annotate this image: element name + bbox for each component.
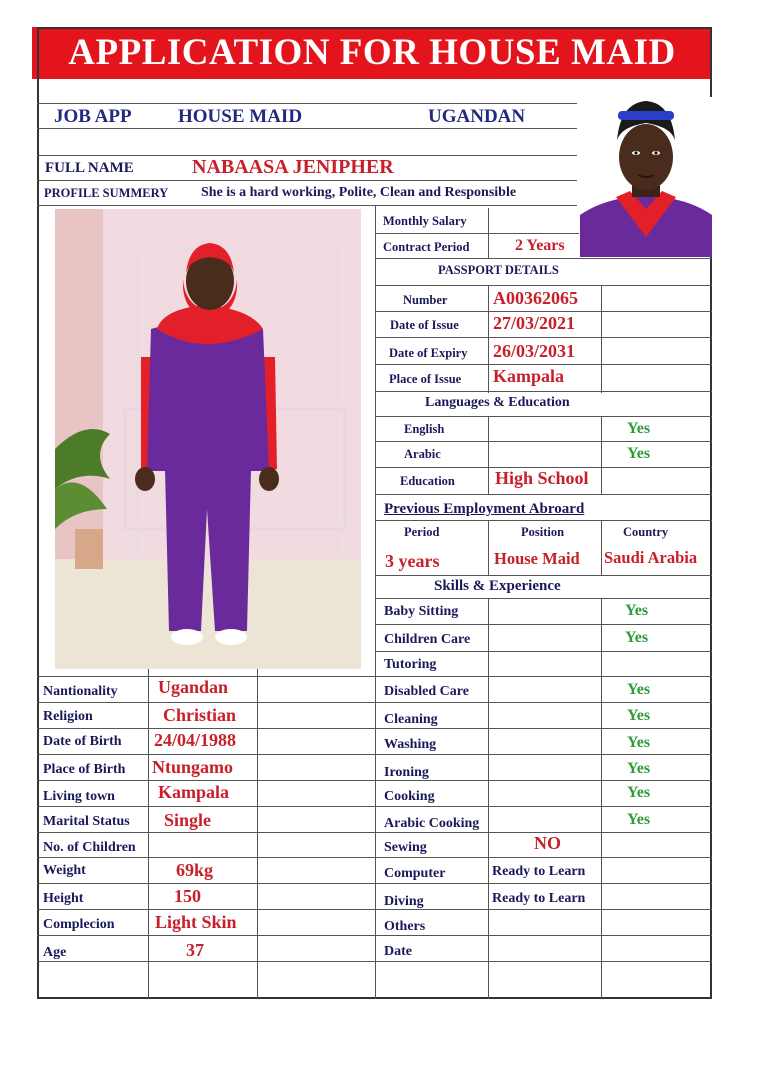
passport-photo: [580, 97, 712, 257]
date-of-expiry-label: Date of Expiry: [389, 346, 468, 360]
divider: [375, 754, 712, 755]
divider: [375, 651, 712, 652]
divider: [375, 961, 712, 962]
divider: [375, 391, 712, 392]
employment-position: House Maid: [494, 549, 580, 568]
skill-label: Baby Sitting: [384, 604, 459, 619]
divider: [37, 961, 375, 962]
divider: [375, 364, 712, 365]
divider: [37, 909, 375, 910]
skill-label: Ironing: [384, 765, 429, 780]
arabic-label: Arabic: [404, 447, 441, 461]
job-position: HOUSE MAID: [178, 106, 303, 127]
divider: [375, 233, 579, 234]
divider: [375, 520, 712, 521]
skill-label: Diving: [384, 894, 424, 909]
divider: [601, 598, 602, 999]
divider: [375, 857, 712, 858]
skill-label: Date: [384, 944, 412, 959]
page-title: APPLICATION FOR HOUSE MAID: [68, 32, 676, 73]
divider: [375, 311, 712, 312]
skill-label: Tutoring: [384, 657, 437, 672]
full-name-value: NABAASA JENIPHER: [192, 156, 394, 178]
divider: [375, 575, 712, 576]
english-label: English: [404, 422, 445, 436]
skill-label: Cooking: [384, 789, 435, 804]
divider: [375, 728, 712, 729]
divider: [375, 494, 712, 495]
divider: [488, 285, 489, 393]
skill-label: Computer: [384, 866, 446, 881]
arabic-value: Yes: [627, 445, 651, 462]
job-nationality: UGANDAN: [428, 106, 526, 127]
divider: [488, 520, 489, 575]
full-body-photo: [55, 209, 361, 669]
personal-value: 24/04/1988: [154, 730, 237, 750]
education-label: Education: [400, 474, 455, 488]
employment-period: 3 years: [385, 551, 440, 571]
skill-value: Yes: [627, 707, 651, 724]
passport-number-value: A00362065: [493, 288, 578, 308]
date-of-issue-label: Date of Issue: [390, 318, 459, 332]
skill-value: Yes: [627, 681, 651, 698]
divider: [37, 205, 577, 206]
divider: [375, 205, 376, 999]
personal-value: Ntungamo: [152, 757, 234, 777]
divider: [375, 883, 712, 884]
personal-label: Religion: [43, 709, 93, 724]
personal-value: Christian: [163, 705, 237, 725]
place-of-issue-value: Kampala: [493, 366, 565, 386]
skill-value: NO: [534, 833, 561, 853]
personal-label: Marital Status: [43, 814, 130, 829]
skill-value: Yes: [627, 734, 651, 751]
skill-value: Yes: [625, 629, 649, 646]
divider: [375, 624, 712, 625]
personal-label: Living town: [43, 789, 115, 804]
employment-heading: Previous Employment Abroard: [384, 501, 585, 517]
divider: [375, 416, 712, 417]
personal-label: Place of Birth: [43, 762, 126, 777]
divider: [375, 258, 712, 259]
divider: [375, 702, 712, 703]
employment-country: Saudi Arabia: [604, 548, 698, 567]
divider: [37, 883, 375, 884]
full-name-label: FULL NAME: [45, 160, 134, 176]
personal-label: Weight: [43, 863, 86, 878]
date-of-issue-value: 27/03/2021: [493, 313, 576, 333]
divider: [375, 598, 712, 599]
profile-label: PROFILE SUMMERY: [44, 186, 169, 200]
personal-label: Age: [43, 945, 67, 960]
personal-label: Date of Birth: [43, 734, 122, 749]
divider: [37, 754, 375, 755]
divider: [37, 935, 375, 936]
divider: [37, 128, 577, 129]
skill-label: Sewing: [384, 840, 427, 855]
divider: [375, 806, 712, 807]
skill-label: Children Care: [384, 632, 471, 647]
skill-label: Cleaning: [384, 712, 438, 727]
skill-value: Yes: [627, 784, 651, 801]
divider: [375, 337, 712, 338]
personal-value: 69kg: [176, 860, 214, 880]
skill-value: Yes: [627, 760, 651, 777]
monthly-salary-label: Monthly Salary: [383, 214, 467, 228]
divider: [37, 806, 375, 807]
skill-label: Others: [384, 919, 426, 934]
divider: [37, 728, 375, 729]
education-value: High School: [495, 468, 589, 488]
personal-value: 150: [174, 886, 201, 906]
period-column-header: Period: [404, 525, 440, 539]
country-column-header: Country: [623, 525, 669, 539]
divider: [601, 285, 602, 393]
personal-label: Nantionality: [43, 684, 118, 699]
divider: [375, 285, 712, 286]
personal-value: 37: [186, 940, 204, 960]
position-column-header: Position: [521, 525, 565, 539]
personal-value: Light Skin: [155, 912, 237, 932]
divider: [37, 180, 577, 181]
divider: [37, 780, 375, 781]
personal-value: Single: [164, 810, 212, 830]
divider: [488, 416, 489, 494]
english-value: Yes: [627, 420, 651, 437]
personal-label: No. of Children: [43, 840, 136, 855]
personal-label: Height: [43, 891, 84, 906]
divider: [375, 935, 712, 936]
divider: [375, 441, 712, 442]
skill-value: Ready to Learn: [492, 864, 586, 879]
divider: [37, 832, 375, 833]
job-app-label: JOB APP: [54, 106, 132, 127]
passport-heading: PASSPORT DETAILS: [438, 263, 559, 277]
skills-heading: Skills & Experience: [434, 578, 561, 594]
skill-value: Yes: [625, 602, 649, 619]
date-of-expiry-value: 26/03/2031: [493, 341, 576, 361]
skill-value: Ready to Learn: [492, 891, 586, 906]
skill-label: Arabic Cooking: [384, 816, 480, 831]
personal-label: Complecion: [43, 917, 115, 932]
place-of-issue-label: Place of Issue: [389, 372, 462, 386]
personal-value: Ugandan: [158, 677, 229, 697]
contract-period-value: 2 Years: [515, 237, 565, 254]
skill-value: Yes: [627, 811, 651, 828]
divider: [148, 669, 149, 999]
divider: [375, 676, 712, 677]
contract-period-label: Contract Period: [383, 240, 470, 254]
skill-label: Washing: [384, 737, 437, 752]
divider: [375, 909, 712, 910]
divider: [488, 598, 489, 999]
divider: [601, 416, 602, 494]
divider: [37, 702, 375, 703]
languages-heading: Languages & Education: [425, 395, 570, 410]
divider: [37, 857, 375, 858]
passport-number-label: Number: [403, 293, 448, 307]
skill-label: Disabled Care: [384, 684, 469, 699]
divider: [37, 103, 577, 104]
profile-value: She is a hard working, Polite, Clean and Responsible: [201, 185, 517, 200]
personal-value: Kampala: [158, 782, 230, 802]
divider: [257, 669, 258, 999]
divider: [601, 520, 602, 575]
